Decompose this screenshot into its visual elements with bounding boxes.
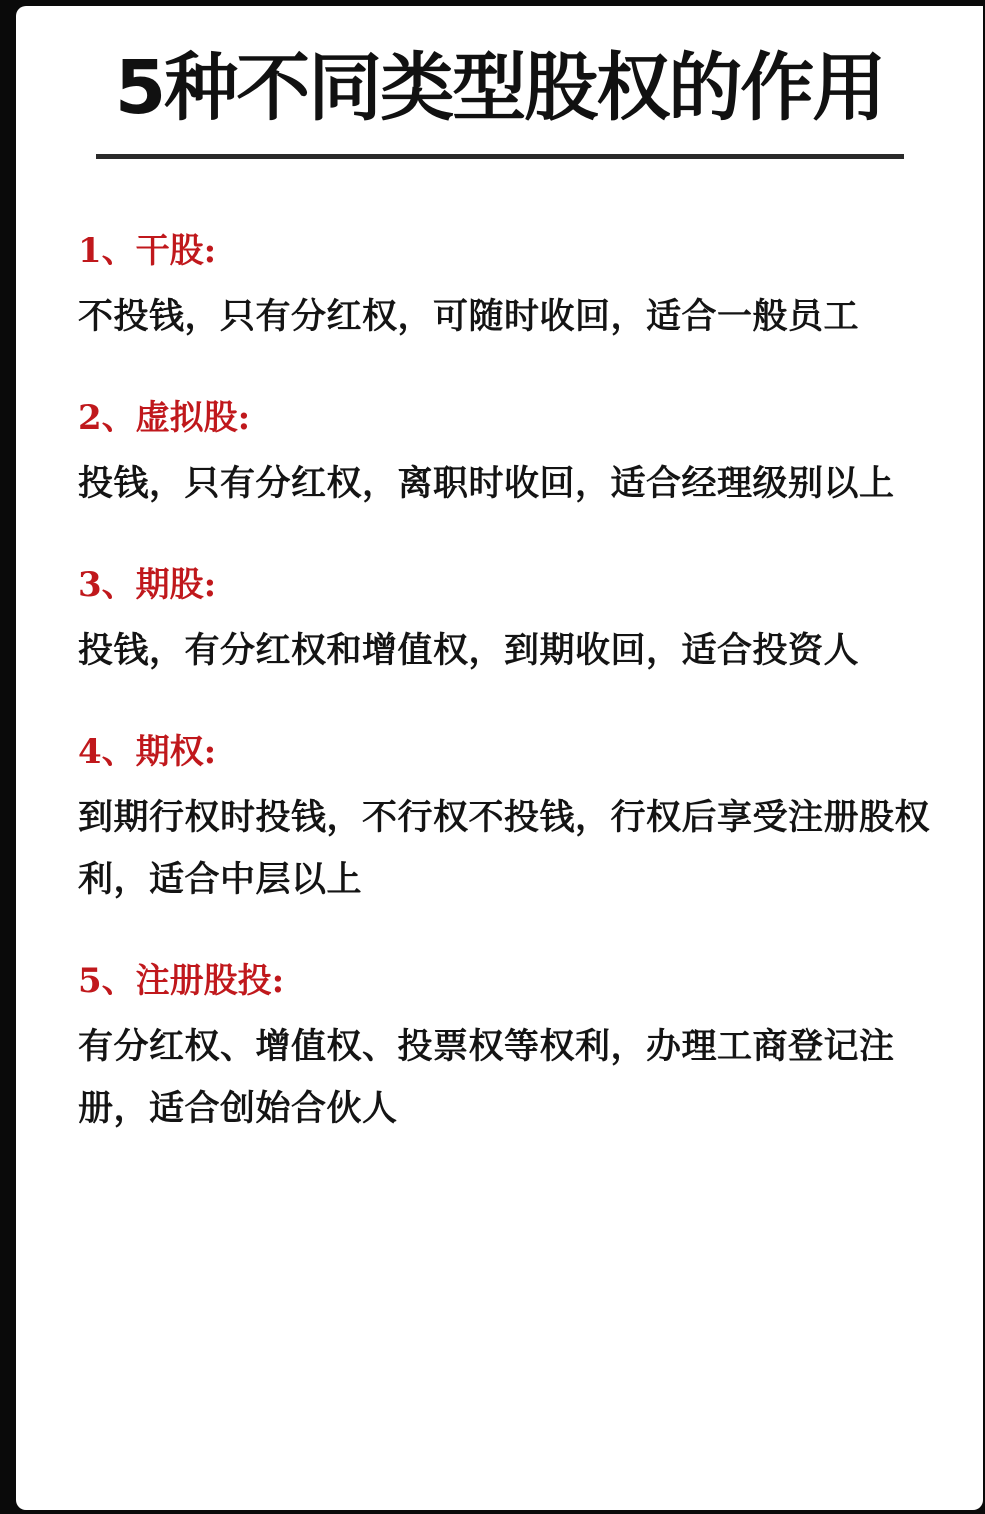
title-divider (96, 154, 904, 159)
equity-item-heading: 4、期权: (78, 732, 217, 772)
equity-item-5 (78, 958, 958, 1140)
equity-type-list (78, 228, 958, 1187)
equity-item-description: 到期行权时投钱，不行权不投钱，行权后享受注册股权利，适合中层以上 (78, 797, 931, 900)
equity-item-heading: 3、期股: (78, 565, 217, 605)
equity-item-heading: 2、虚拟股: (78, 398, 251, 438)
document-card (16, 6, 983, 1510)
equity-item-description: 有分红权、增值权、投票权等权利，办理工商登记注册，适合创始合伙人 (78, 1026, 895, 1129)
equity-item-2 (78, 395, 958, 515)
equity-item-1 (78, 228, 958, 348)
equity-item-description: 投钱，只有分红权，离职时收回，适合经理级别以上 (78, 463, 895, 504)
equity-item-4 (78, 729, 958, 911)
equity-item-description: 不投钱，只有分红权，可随时收回，适合一般员工 (78, 296, 860, 337)
equity-item-heading: 1、干股: (78, 231, 217, 271)
equity-item-heading: 5、注册股投: (78, 961, 285, 1001)
equity-item-description: 投钱，有分红权和增值权，到期收回，适合投资人 (78, 630, 860, 671)
page-title: 5种不同类型股权的作用 (114, 45, 885, 131)
equity-item-3 (78, 562, 958, 682)
